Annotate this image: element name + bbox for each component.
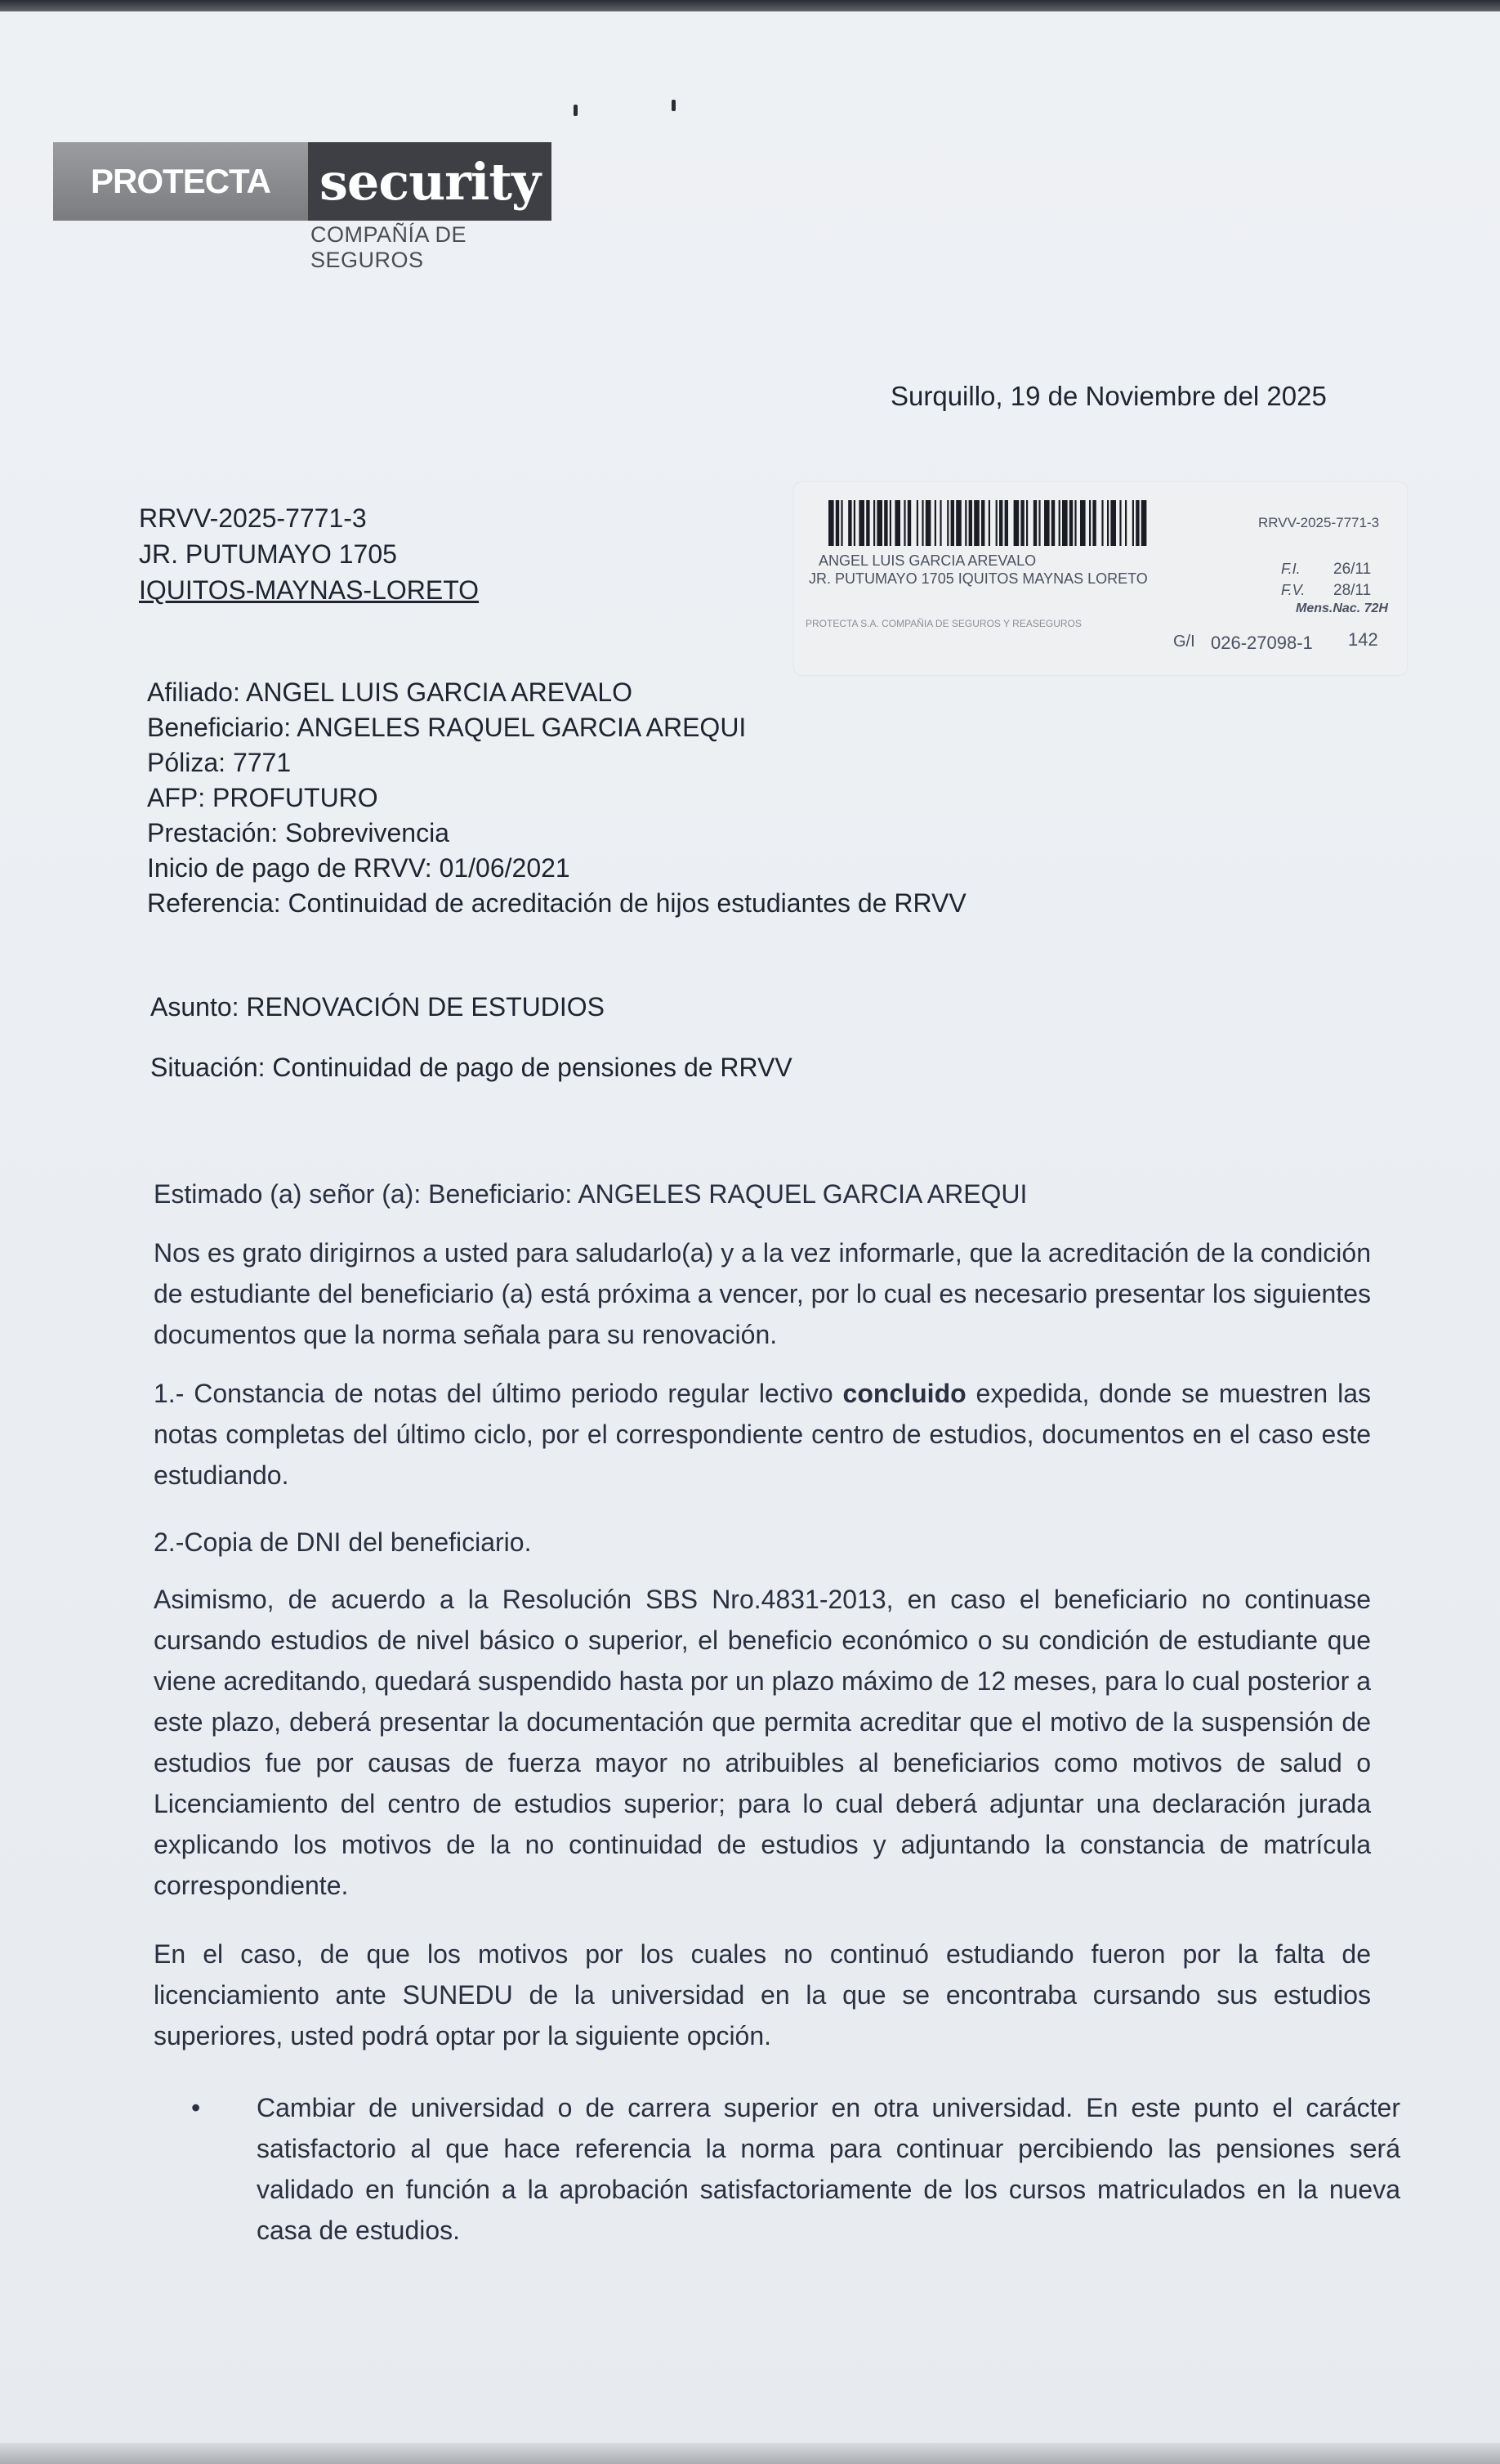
label-gi: G/I <box>1173 633 1195 651</box>
afp: AFP: PROFUTURO <box>147 783 378 812</box>
list-item-text: Cambiar de universidad o de carrera superior en otra universidad. En este punto el carácter satisfactorio al que hace referencia la norma para continuar percibiendo las pensiones será validado en función a la aprobación satisfactoriamente de los cursos matriculados en la nueva casa de estudios. <box>257 2093 1400 2245</box>
ink-mark <box>672 100 676 111</box>
barcode-bar <box>951 500 954 546</box>
barcode-bar <box>908 500 911 546</box>
barcode-bar <box>836 500 839 546</box>
barcode-bar <box>940 500 941 546</box>
barcode-bar <box>1080 500 1086 546</box>
barcode-bar <box>1119 500 1121 546</box>
barcode-bar <box>1136 500 1139 546</box>
barcode-bar <box>848 500 851 546</box>
company-logo <box>53 142 551 221</box>
barcode-bar <box>1051 500 1055 546</box>
logo-protecta: PROTECTA <box>53 142 308 221</box>
requirement-2 <box>154 1522 1371 1563</box>
requirement-1-bold: concluido <box>842 1379 967 1408</box>
barcode-bar <box>935 500 936 546</box>
barcode-bar <box>1026 500 1028 546</box>
requirement-1-pre: 1.- Constancia de notas del último periodo regular lectivo <box>154 1379 843 1408</box>
paragraph-resolution-text: Asimismo, de acuerdo a la Resolución SBS Nro.4831-2013, en caso el beneficiario no continuase cursando estudios de nivel básico o superior, el beneficio económico o su condición de estudiante que viene acreditando, quedará suspendido hasta por un plazo máximo de 12 meses, para lo cual posterior a este plazo, deberá presentar la documentación que permita acreditar que el motivo de la suspensión de estudios fue por causas de fuerza mayor no atribuibles al beneficiarios como motivos de salud o Licenciamiento del centro de estudios superior; para lo cual deberá adjuntar una declaración jurada explicando los motivos de la no continuidad de estudios y adjuntando la constancia de matrícula correspondiente. <box>154 1585 1371 1900</box>
barcode-bar <box>996 500 998 546</box>
situation-line <box>150 1053 792 1083</box>
label-fv-value: 28/11 <box>1333 582 1372 599</box>
address-street: JR. PUTUMAYO 1705 <box>139 539 397 569</box>
barcode-bar <box>1074 500 1076 546</box>
barcode-bar <box>866 500 869 546</box>
bullet-icon: • <box>191 2093 201 2122</box>
requirement-1-post: expedida, donde se muestren las notas completas del último ciclo, por el correspondiente centro de estudios, documentos en el caso este estudiando. <box>154 1379 1372 1490</box>
barcode-bar <box>1101 500 1103 546</box>
label-company: PROTECTA S.A. COMPAÑIA DE SEGUROS Y REASEGUROS <box>806 618 1082 629</box>
barcode-bar <box>1069 500 1073 546</box>
greeting-text: Estimado (a) señor (a): Beneficiario: ANGELES RAQUEL GARCIA AREQUI <box>154 1179 1028 1209</box>
afiliado: Afiliado: ANGEL LUIS GARCIA AREVALO <box>147 677 633 707</box>
list-item <box>191 2087 1400 2251</box>
barcode-bar <box>956 500 962 546</box>
paragraph-intro <box>154 1232 1371 1355</box>
barcode-bar <box>1092 500 1096 546</box>
subject-value: RENOVACIÓN DE ESTUDIOS <box>239 992 605 1022</box>
paragraph-sunedu <box>154 1934 1371 2056</box>
barcode-bar <box>1107 500 1109 546</box>
label-fi-value: 26/11 <box>1333 561 1372 578</box>
label-address: JR. PUTUMAYO 1705 IQUITOS MAYNAS LORETO <box>809 570 1148 587</box>
barcode-bar <box>1125 500 1127 546</box>
barcode-bar <box>1132 500 1134 546</box>
label-fv-label: F.V. <box>1281 582 1306 598</box>
poliza: Póliza: 7771 <box>147 748 292 777</box>
situation-label: Situación: <box>150 1053 266 1082</box>
barcode-bar <box>877 500 882 546</box>
barcode-bar <box>974 500 980 546</box>
address-city: IQUITOS-MAYNAS-LORETO <box>139 575 480 605</box>
logo-subtitle: COMPAÑÍA DE SEGUROS <box>310 222 467 272</box>
barcode-bar <box>895 500 900 546</box>
barcode-bar <box>1059 500 1060 546</box>
prestacion: Prestación: Sobrevivencia <box>147 818 449 847</box>
barcode-bar <box>884 500 887 546</box>
logo-security: security <box>308 142 551 221</box>
paragraph-sunedu-text: En el caso, de que los motivos por los cuales no continuó estudiando fueron por la falta de licenciamiento ante SUNEDU de la universidad en la que se encontraba cursando sus estudios superiores, usted podrá optar por la siguiente opción. <box>154 1939 1371 2050</box>
beneficiario: Beneficiario: ANGELES RAQUEL GARCIA AREQUI <box>147 713 747 742</box>
barcode-bar <box>926 500 931 546</box>
label-code: 026-27098-1 <box>1211 633 1313 653</box>
paragraph-resolution <box>154 1579 1371 1906</box>
barcode-bar <box>1062 500 1068 546</box>
requirement-1-text <box>154 1373 1371 1496</box>
barcode-bar <box>841 500 842 546</box>
referencia: Referencia: Continuidad de acreditación de hijos estudiantes de RRVV <box>147 888 967 918</box>
barcode-bar <box>965 500 967 546</box>
label-service: Mens.Nac. 72H <box>1296 601 1388 615</box>
label-reference: RRVV-2025-7771-3 <box>1258 515 1380 530</box>
requirement-2-text: 2.-Copia de DNI del beneficiario. <box>154 1527 532 1557</box>
barcode-bar <box>989 500 990 546</box>
barcode-bar <box>1038 500 1040 546</box>
barcode-bar <box>873 500 875 546</box>
barcode-icon <box>828 500 1149 546</box>
barcode-bar <box>859 500 864 546</box>
barcode-bar <box>1044 500 1050 546</box>
inicio-pago: Inicio de pago de RRVV: 01/06/2021 <box>147 853 570 883</box>
barcode-bar <box>904 500 905 546</box>
barcode-bar <box>828 500 834 546</box>
subject-label: Asunto: <box>150 992 239 1022</box>
photo-bottom-edge <box>0 2443 1500 2464</box>
barcode-bar <box>854 500 855 546</box>
subject-line <box>150 992 605 1022</box>
greeting <box>154 1174 1371 1214</box>
barcode-bar <box>1141 500 1147 546</box>
ink-mark <box>574 105 578 116</box>
address-reference: RRVV-2025-7771-3 <box>139 503 367 533</box>
barcode-bar <box>922 500 923 546</box>
barcode-bar <box>1020 500 1024 546</box>
barcode-bar <box>1005 500 1008 546</box>
recipient-address <box>139 500 479 608</box>
label-number: 142 <box>1348 629 1378 650</box>
label-fi-label: F.I. <box>1281 561 1301 577</box>
paragraph-intro-text: Nos es grato dirigirnos a usted para saludarlo(a) y a la vez informarle, que la acreditación de la condición de estudiante del beneficiario (a) está próxima a vencer, por lo cual es necesario presentar los siguientes documentos que la norma señala para su renovación. <box>154 1238 1371 1349</box>
barcode-bar <box>947 500 949 546</box>
barcode-bar <box>999 500 1002 546</box>
barcode-bar <box>1110 500 1116 546</box>
label-name: ANGEL LUIS GARCIA AREVALO <box>819 552 1037 569</box>
letter-date: Surquillo, 19 de Noviembre del 2025 <box>891 381 1327 411</box>
barcode-bar <box>890 500 891 546</box>
policy-details <box>147 675 967 921</box>
barcode-bar <box>1033 500 1037 546</box>
barcode-bar <box>1014 500 1020 546</box>
barcode-bar <box>917 500 918 546</box>
barcode-bar <box>969 500 972 546</box>
barcode-bar <box>1089 500 1091 546</box>
requirement-1 <box>154 1373 1371 1496</box>
barcode-bar <box>981 500 984 546</box>
mailing-label <box>794 482 1407 675</box>
situation-value: Continuidad de pago de pensiones de RRVV <box>265 1053 792 1082</box>
